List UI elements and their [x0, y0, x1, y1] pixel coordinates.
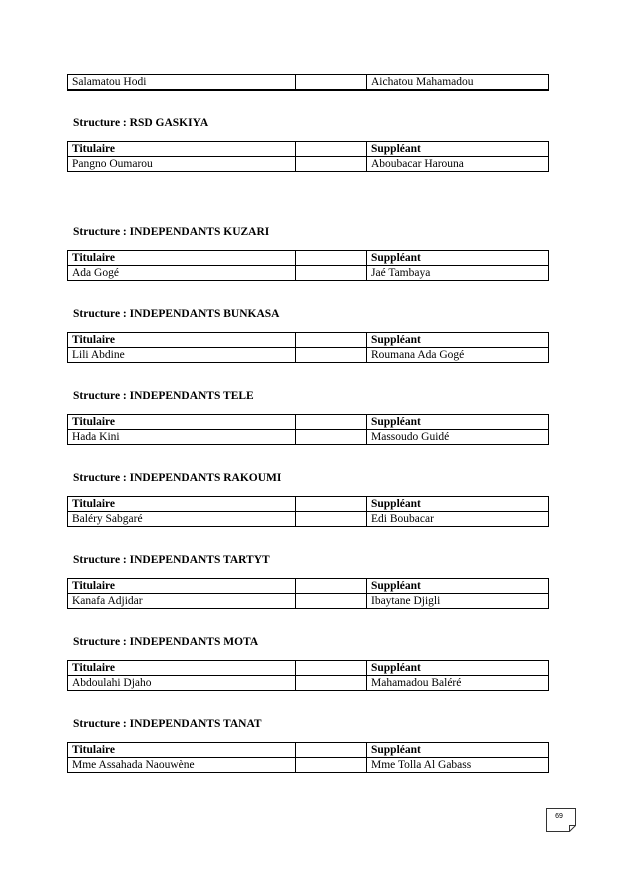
- structure-table: [67, 578, 549, 609]
- titulaire-cell: Lili Abdine: [68, 348, 296, 363]
- titulaire-cell: Abdoulahi Djaho: [68, 676, 296, 691]
- table-header-row: [68, 743, 549, 758]
- empty-cell: [296, 758, 367, 773]
- titulaire-cell: Kanafa Adjidar: [68, 594, 296, 609]
- empty-cell: [296, 348, 367, 363]
- header-suppleant: Suppléant: [367, 661, 549, 676]
- empty-cell: [296, 743, 367, 758]
- structure-table: [67, 414, 549, 445]
- table-row: [68, 676, 549, 691]
- header-titulaire: Titulaire: [68, 579, 296, 594]
- table-header-row: [68, 415, 549, 430]
- header-titulaire: Titulaire: [68, 251, 296, 266]
- suppleant-cell: Ibaytane Djigli: [367, 594, 549, 609]
- table-header-row: [68, 661, 549, 676]
- titulaire-cell: Salamatou Hodi: [68, 75, 296, 91]
- empty-cell: [296, 661, 367, 676]
- empty-cell: [296, 676, 367, 691]
- header-titulaire: Titulaire: [68, 333, 296, 348]
- suppleant-cell: Mme Tolla Al Gabass: [367, 758, 549, 773]
- structure-table: [67, 141, 549, 172]
- suppleant-cell: Massoudo Guidé: [367, 430, 549, 445]
- suppleant-cell: Roumana Ada Gogé: [367, 348, 549, 363]
- table-row: [68, 266, 549, 281]
- structure-table: [67, 742, 549, 773]
- header-titulaire: Titulaire: [68, 142, 296, 157]
- folded-page-icon: [546, 808, 576, 832]
- titulaire-cell: Baléry Sabgaré: [68, 512, 296, 527]
- empty-cell: [296, 512, 367, 527]
- structure-heading: Structure : INDEPENDANTS MOTA: [73, 636, 259, 648]
- table-row: [68, 75, 549, 91]
- structure-heading: Structure : INDEPENDANTS BUNKASA: [73, 308, 280, 320]
- empty-cell: [296, 594, 367, 609]
- suppleant-cell: Jaé Tambaya: [367, 266, 549, 281]
- table-header-row: [68, 497, 549, 512]
- table-header-row: [68, 333, 549, 348]
- empty-cell: [296, 75, 367, 91]
- titulaire-cell: Mme Assahada Naouwène: [68, 758, 296, 773]
- empty-cell: [296, 415, 367, 430]
- titulaire-cell: Hada Kini: [68, 430, 296, 445]
- suppleant-cell: Aboubacar Harouna: [367, 157, 549, 172]
- empty-cell: [296, 430, 367, 445]
- header-titulaire: Titulaire: [68, 661, 296, 676]
- suppleant-cell: Edi Boubacar: [367, 512, 549, 527]
- header-suppleant: Suppléant: [367, 142, 549, 157]
- structure-heading: Structure : INDEPENDANTS TELE: [73, 390, 254, 402]
- header-suppleant: Suppléant: [367, 497, 549, 512]
- table-row: [68, 348, 549, 363]
- page-number: 69: [555, 813, 563, 820]
- table-row: [68, 512, 549, 527]
- header-suppleant: Suppléant: [367, 251, 549, 266]
- empty-cell: [296, 333, 367, 348]
- suppleant-cell: Mahamadou Baléré: [367, 676, 549, 691]
- titulaire-cell: Pangno Oumarou: [68, 157, 296, 172]
- table-continuation: [67, 74, 549, 91]
- structure-heading: Structure : INDEPENDANTS TANAT: [73, 718, 262, 730]
- table-row: [68, 157, 549, 172]
- titulaire-cell: Ada Gogé: [68, 266, 296, 281]
- empty-cell: [296, 251, 367, 266]
- suppleant-cell: Aichatou Mahamadou: [367, 75, 549, 91]
- header-suppleant: Suppléant: [367, 415, 549, 430]
- structure-table: [67, 332, 549, 363]
- structure-heading: Structure : RSD GASKIYA: [73, 117, 209, 129]
- structure-table: [67, 660, 549, 691]
- header-titulaire: Titulaire: [68, 743, 296, 758]
- header-suppleant: Suppléant: [367, 579, 549, 594]
- table-row: [68, 594, 549, 609]
- header-suppleant: Suppléant: [367, 333, 549, 348]
- table-header-row: [68, 142, 549, 157]
- structure-table: [67, 250, 549, 281]
- table-row: [68, 758, 549, 773]
- empty-cell: [296, 142, 367, 157]
- page-number-badge: [546, 808, 576, 832]
- empty-cell: [296, 497, 367, 512]
- table-header-row: [68, 251, 549, 266]
- table-row: [68, 430, 549, 445]
- header-suppleant: Suppléant: [367, 743, 549, 758]
- structure-table: [67, 496, 549, 527]
- structure-heading: Structure : INDEPENDANTS KUZARI: [73, 226, 270, 238]
- table-header-row: [68, 579, 549, 594]
- empty-cell: [296, 579, 367, 594]
- header-titulaire: Titulaire: [68, 497, 296, 512]
- empty-cell: [296, 266, 367, 281]
- structure-heading: Structure : INDEPENDANTS RAKOUMI: [73, 472, 282, 484]
- header-titulaire: Titulaire: [68, 415, 296, 430]
- empty-cell: [296, 157, 367, 172]
- structure-heading: Structure : INDEPENDANTS TARTYT: [73, 554, 270, 566]
